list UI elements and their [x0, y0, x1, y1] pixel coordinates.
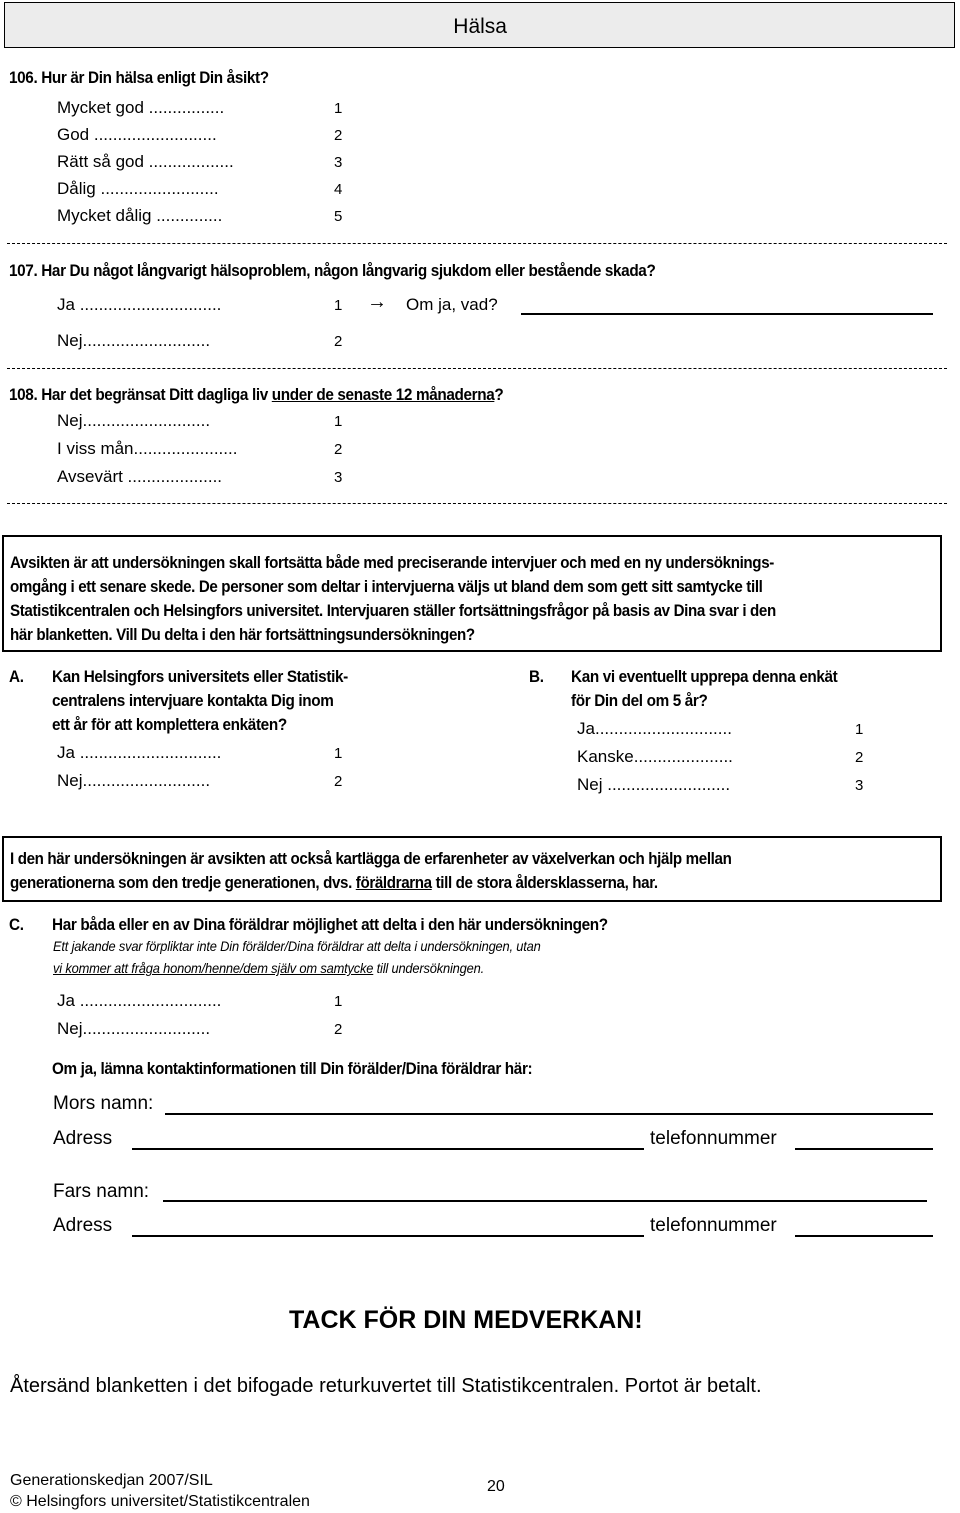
arrow-right-icon: →	[367, 291, 387, 313]
q106-code-2: 2	[334, 127, 343, 144]
question-c-note-2: vi kommer att fråga honom/henne/dem själv om samtycke till undersökningen.	[53, 960, 484, 976]
section-title: Hälsa	[453, 15, 507, 38]
q106-code-5: 5	[334, 208, 343, 225]
q106-code-1: 1	[334, 100, 343, 117]
footer-line-1: Generationskedjan 2007/SIL	[10, 1472, 213, 1489]
return-note: Återsänd blanketten i det bifogade returkuvertet till Statistikcentralen. Portot är betalt.	[10, 1375, 762, 1397]
q108-option-3[interactable]: Avsevärt ....................	[57, 467, 223, 486]
q108-code-3: 3	[334, 469, 343, 486]
mother-phone-input[interactable]	[795, 1148, 933, 1150]
qa-code-2: 2	[334, 773, 343, 790]
generation-text: I den här undersökningen är avsikten att också kartlägga de erfarenheter av växelverkan och hjälp mellan generationerna som den tredje generationen, dvs. föräldrarna till de stora åldersklasserna, har.	[10, 849, 732, 892]
question-c-letter: C.	[9, 915, 24, 934]
q106-option-2[interactable]: God ..........................	[57, 125, 217, 144]
divider	[7, 503, 947, 504]
q108-option-1[interactable]: Nej...........................	[57, 411, 211, 430]
father-phone-input[interactable]	[795, 1235, 933, 1237]
question-108-title: 108. Har det begränsat Ditt dagliga liv under de senaste 12 månaderna?	[9, 385, 504, 404]
qb-option-1[interactable]: Ja.............................	[577, 719, 732, 738]
q106-option-3[interactable]: Rätt så god ..................	[57, 152, 234, 171]
qc-option-1[interactable]: Ja ..............................	[57, 991, 222, 1010]
qc-code-2: 2	[334, 1021, 343, 1038]
q108-code-2: 2	[334, 441, 343, 458]
contact-heading: Om ja, lämna kontaktinformationen till Din förälder/Dina föräldrar här:	[52, 1059, 533, 1078]
q108-option-2[interactable]: I viss mån......................	[57, 439, 238, 458]
divider	[7, 243, 947, 244]
question-106-title: 106. Hur är Din hälsa enligt Din åsikt?	[9, 68, 269, 87]
mother-name-label: Mors namn:	[53, 1093, 154, 1114]
q107-followup-input[interactable]	[521, 313, 933, 315]
question-a-letter: A.	[9, 667, 24, 686]
question-b-letter: B.	[529, 667, 544, 686]
q108-code-1: 1	[334, 413, 343, 430]
mother-name-input[interactable]	[165, 1113, 933, 1115]
qb-option-2[interactable]: Kanske.....................	[577, 747, 733, 766]
divider	[7, 368, 947, 369]
qb-code-1: 1	[855, 721, 864, 738]
qb-code-3: 3	[855, 777, 864, 794]
mother-address-input[interactable]	[132, 1148, 644, 1150]
father-address-input[interactable]	[132, 1235, 644, 1237]
father-name-input[interactable]	[163, 1200, 927, 1202]
thanks-heading: TACK FÖR DIN MEDVERKAN!	[289, 1306, 643, 1334]
qa-option-2[interactable]: Nej...........................	[57, 771, 211, 790]
intro-text: Avsikten är att undersökningen skall fortsätta både med preciserande intervjuer och med en ny undersöknings- omgång i ett senare skede. De personer som deltar i intervjuerna väljs ut bland dem som gett sitt samtycke till Statistikcentralen och Helsingfors universitet. Intervjuaren ställer fortsättningsfrågor på basis av Dina svar i den här blanketten. Vill Du delta i den här fortsättningsundersökningen?	[10, 553, 776, 644]
q106-code-4: 4	[334, 181, 343, 198]
q107-option-2[interactable]: Nej...........................	[57, 331, 211, 350]
question-107-title: 107. Har Du något långvarigt hälsoproblem, någon långvarig sjukdom eller bestående skada?	[9, 261, 656, 280]
mother-address-label: Adress	[53, 1128, 113, 1149]
qa-option-1[interactable]: Ja ..............................	[57, 743, 222, 762]
father-phone-label: telefonnummer	[650, 1215, 777, 1236]
question-a-text: Kan Helsingfors universitets eller Statistik- centralens intervjuare kontakta Dig inom ett år för att komplettera enkäten?	[52, 667, 348, 734]
qb-option-3[interactable]: Nej ..........................	[577, 775, 731, 794]
page-header	[4, 2, 955, 48]
q106-option-4[interactable]: Dålig .........................	[57, 179, 219, 198]
q106-code-3: 3	[334, 154, 343, 171]
question-c-title: Har båda eller en av Dina föräldrar möjlighet att delta i den här undersökningen?	[52, 915, 608, 934]
q107-followup-label: Om ja, vad?	[406, 295, 498, 314]
question-b-text: Kan vi eventuellt upprepa denna enkät för Din del om 5 år?	[571, 667, 838, 710]
question-c-note-1: Ett jakande svar förpliktar inte Din förälder/Dina föräldrar att delta i undersökningen, utan	[53, 938, 541, 954]
q107-option-1[interactable]: Ja ..............................	[57, 295, 222, 314]
qc-code-1: 1	[334, 993, 343, 1010]
qc-option-2[interactable]: Nej...........................	[57, 1019, 211, 1038]
qa-code-1: 1	[334, 745, 343, 762]
q106-option-5[interactable]: Mycket dålig ..............	[57, 206, 223, 225]
q107-code-2: 2	[334, 333, 343, 350]
q106-option-1[interactable]: Mycket god ................	[57, 98, 225, 117]
q107-code-1: 1	[334, 297, 343, 314]
qb-code-2: 2	[855, 749, 864, 766]
father-name-label: Fars namn:	[53, 1181, 150, 1202]
mother-phone-label: telefonnummer	[650, 1128, 777, 1149]
footer-line-2: © Helsingfors universitet/Statistikcentralen	[10, 1493, 310, 1510]
father-address-label: Adress	[53, 1215, 113, 1236]
page-number: 20	[487, 1478, 505, 1495]
